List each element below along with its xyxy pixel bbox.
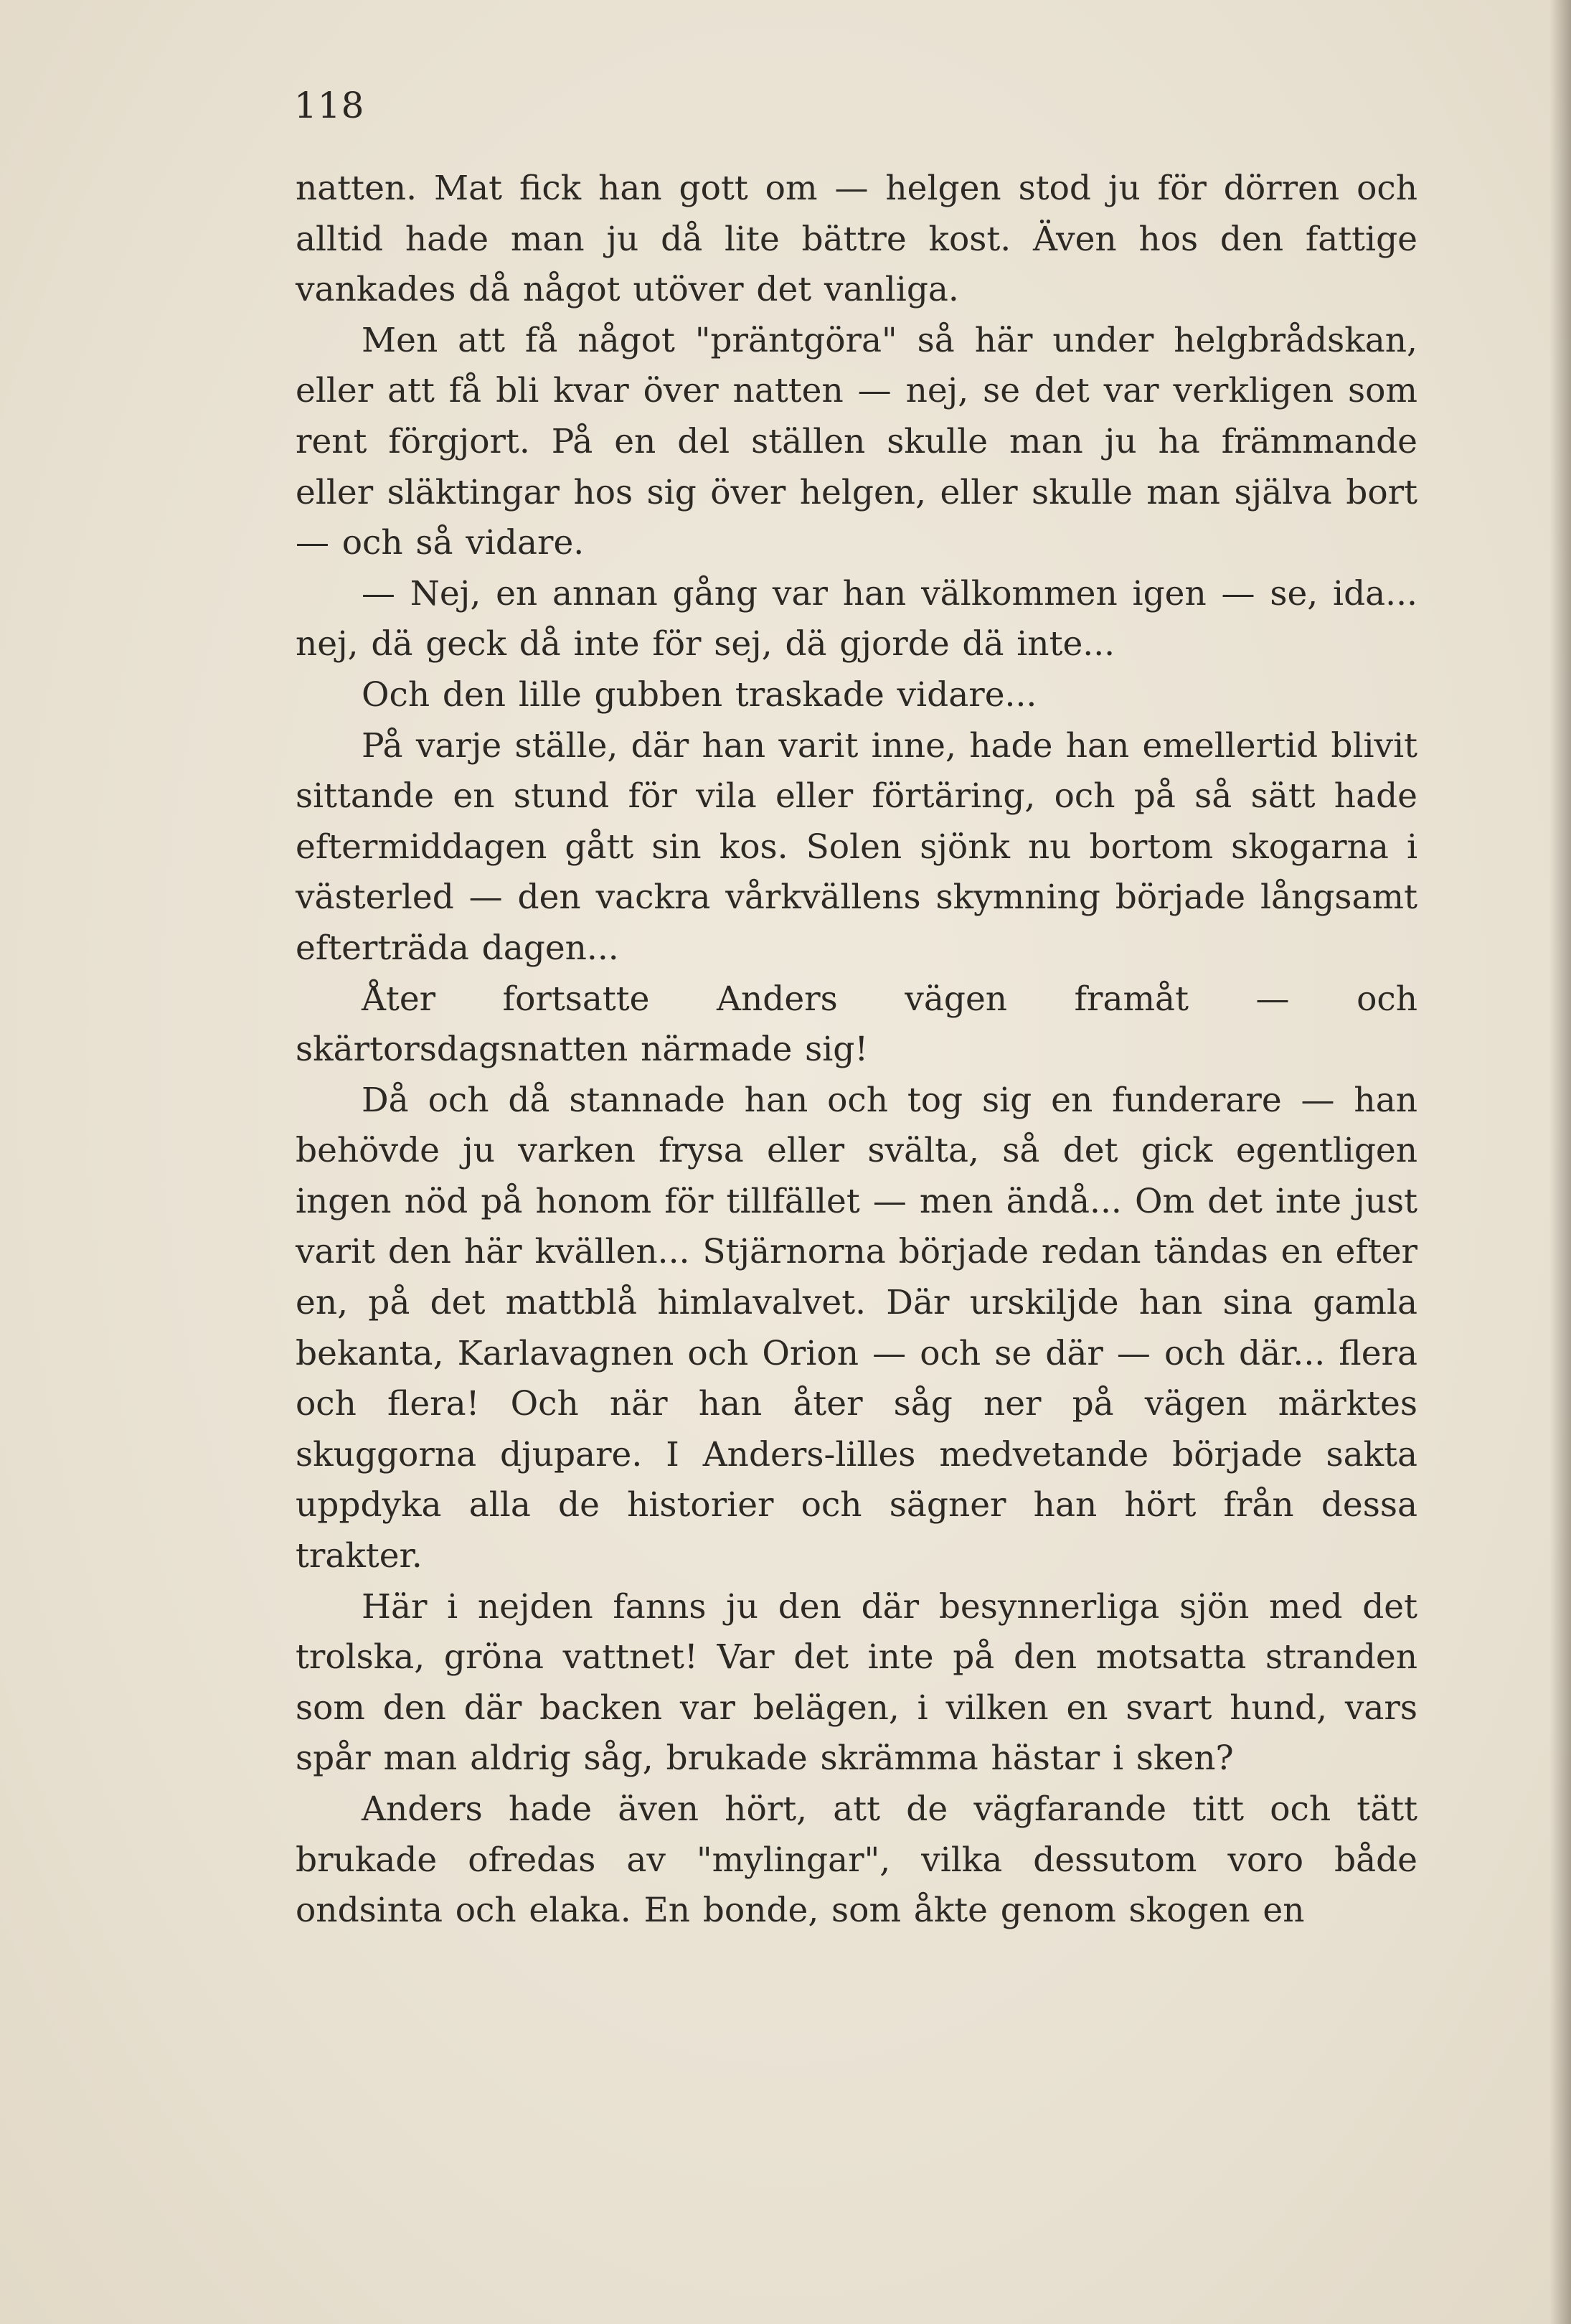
page-number: 118 (294, 85, 365, 126)
paragraph: På varje ställe, där han varit inne, hade han emellertid blivit sittande en stund för vila eller förtäring, och på så sätt hade eftermiddagen gått sin kos. Solen sjönk nu bortom skogarna i västerled — den vackra vårkvällens skymning började långsamt efterträda dagen... (296, 725, 1417, 968)
dialogue-paragraph: — Nej, en annan gång var han välkommen igen — se, ida... nej, dä geck då inte för sej, dä gjorde dä inte... (296, 573, 1417, 664)
paragraph: Och den lille gubben traskade vidare... (362, 674, 1037, 715)
paragraph: natten. Mat fick han gott om — helgen stod ju för dörren och alltid hade man ju då lite bättre kost. Även hos den fattige vankades då något utöver det vanliga. (296, 169, 1417, 310)
paragraph: Här i nejden fanns ju den där besynnerliga sjön med det trolska, gröna vattnet! Var det inte på den motsatta stranden som den där backen var belägen, i vilken en svart hund, vars spår man aldrig såg, brukade skrämma hästar i sken? (296, 1586, 1417, 1779)
paragraph: Anders hade även hört, att de vägfarande titt och tätt brukade ofredas av "mylingar", vilka dessutom voro både ondsinta och elaka. En bonde, som åkte genom skogen en (296, 1789, 1417, 1931)
paragraph: Åter fortsatte Anders vägen framåt — och skärtorsdagsnatten närmade sig! (296, 979, 1417, 1070)
body-text (296, 164, 1417, 1937)
paragraph: Då och då stannade han och tog sig en funderare — han behövde ju varken frysa eller svälta, så det gick egentligen ingen nöd på honom för tillfället — men ändå... Om det inte just varit den här kvällen... Stjärnorna började redan tändas en efter en, på det mattblå himlavalvet. Där urskiljde han sina gamla bekanta, Karlavagnen och Orion — och se där — och där... flera och flera! Och när han åter såg ner på vägen märktes skuggorna djupare. I Anders-lilles medvetande började sakta uppdyka alla de historier och sägner han hört från dessa trakter. (296, 1080, 1417, 1576)
paragraph: Men att få något "präntgöra" så här under helgbrådskan, eller att få bli kvar över natten — nej, se det var verkligen som rent förgjort. På en del ställen skulle man ju ha främmande eller släktingar hos sig över helgen, eller skulle man själva bort — och så vidare. (296, 320, 1417, 563)
